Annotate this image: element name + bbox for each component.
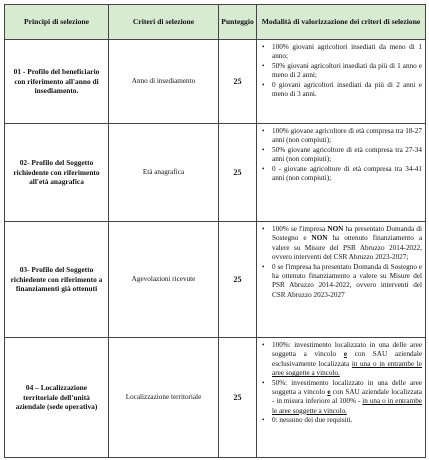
list-item: • 50% giovani agricoltori insediati da più di 1 anno e meno di 2 anni; xyxy=(272,62,422,81)
principio-cell: 02- Profilo del Soggetto richiedente con riferimento all'età anagrafica xyxy=(5,124,109,222)
header-modalita: Modalità di valorizzazione dei criteri di selezione xyxy=(257,5,426,40)
modalita-cell xyxy=(257,338,426,458)
list-item: • 0 se l'impresa ha presentato Domanda di Sostegno e ha ottenuto finanziamento a valere su Misure del PSR Abruzzo 2014-2022, ovvero interventi del CSR Abruzzo 2023-2027 xyxy=(272,263,422,301)
list-item: • 100%: investimento localizzato in una delle aree soggetta a vincolo e con SAU aziendale esclusivamente localizzata in una o in entrambe le aree soggette a vincolo. xyxy=(272,341,422,379)
principio-cell: 03- Profilo del Soggetto richiedente con riferimento a finanziamenti già ottenuti xyxy=(5,222,109,338)
table-row xyxy=(5,40,426,124)
bullet-list xyxy=(261,341,422,426)
criterio-cell: Età anagrafica xyxy=(109,124,219,222)
punteggio-cell: 25 xyxy=(219,124,257,222)
punteggio-cell: 25 xyxy=(219,338,257,458)
header-punteggio: Punteggio xyxy=(219,5,257,40)
header-principi: Principi di selezione xyxy=(5,5,109,40)
criterio-cell: Localizzazione territoriale xyxy=(109,338,219,458)
modalita-cell xyxy=(257,124,426,222)
list-item: • 0 giovani agricoltori insediati da più di 2 anni e meno di 3 anni. xyxy=(272,81,422,100)
list-item: • 50%: investimento localizzato in una delle aree soggetta a vincolo e con SAU aziendale localizzata - in misura inferiore al 100% - in una o in entrambe le aree soggette a vincolo. xyxy=(272,379,422,417)
selection-criteria-table xyxy=(4,4,426,458)
bullet-list xyxy=(261,225,422,300)
header-criteri: Criteri di selezione xyxy=(109,5,219,40)
bullet-list xyxy=(261,43,422,99)
principio-cell: 04 – Localizzazione territoriale dell'unità aziendale (sede operativa) xyxy=(5,338,109,458)
bullet-list xyxy=(261,127,422,183)
table-row xyxy=(5,222,426,338)
modalita-cell xyxy=(257,40,426,124)
list-item: • 0 - giovane agricoltore di età compresa tra 34-41 anni (non compiuti); xyxy=(272,165,422,184)
principio-cell: 01 - Profilo del beneficiario con riferimento all'anno di insediamento. xyxy=(5,40,109,124)
criterio-cell: Agevolazioni ricevute xyxy=(109,222,219,338)
modalita-cell xyxy=(257,222,426,338)
list-item: • 100% giovani agricoltori insediati da meno di 1 anno; xyxy=(272,43,422,62)
list-item: • 100% giovane agricoltore di età compresa tra 18-27 anni (non compiuti); xyxy=(272,127,422,146)
list-item: • 0: nessuno dei due requisiti. xyxy=(272,416,422,425)
list-item: • 50% giovane agricoltore di età compresa tra 27-34 anni (non compiuti); xyxy=(272,146,422,165)
punteggio-cell: 25 xyxy=(219,222,257,338)
table-row xyxy=(5,124,426,222)
table-header-row xyxy=(5,5,426,40)
punteggio-cell: 25 xyxy=(219,40,257,124)
list-item: • 100% se l'impresa NON ha presentato Domanda di Sostegno e NON ha ottenuto finanziamento a valere su Misure del PSR Abruzzo 2014-2022, ovvero interventi del CSR Abruzzo 2023-2027; xyxy=(272,225,422,263)
criterio-cell: Anno di insediamento xyxy=(109,40,219,124)
table-row xyxy=(5,338,426,458)
